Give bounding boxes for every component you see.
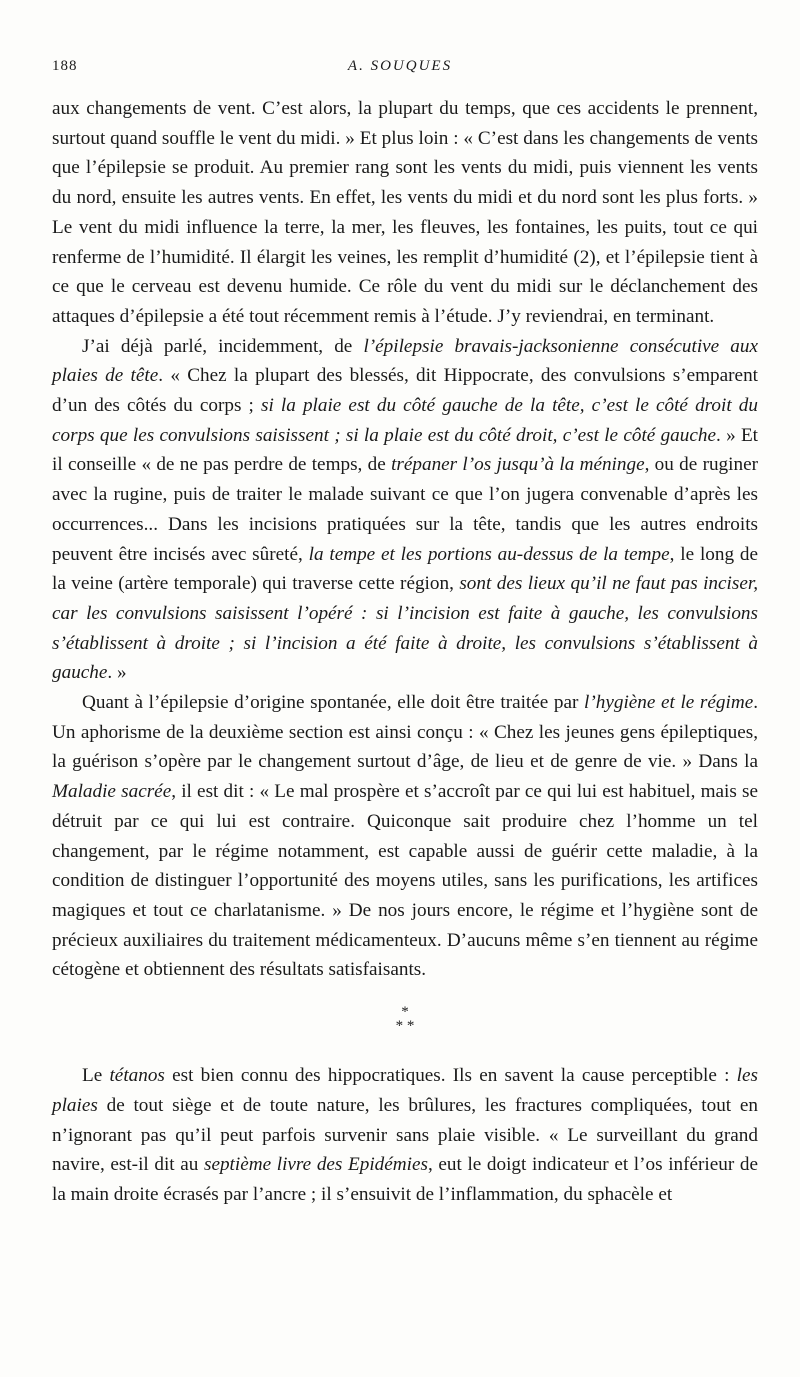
- italic-run: sont des lieux qu’il ne faut pas inciser, car les convulsions saisissent l’opéré : si l’incision est faite à gauche, les convulsions s’établissent à droite ; si l’incision a été faite à droite, les convulsions s’établissent à gauche: [52, 573, 758, 684]
- text-run: Quant à l’épilepsie d’origine spontanée, elle doit être traitée par: [82, 692, 585, 714]
- paragraph-2: [52, 332, 758, 688]
- paragraph-1: aux changements de vent. C’est alors, la plupart du temps, que ces accidents le prennent, surtout quand souffle le vent du midi. » Et plus loin : « C’est dans les changements de vents que l’épilepsie se produit. Au premier rang sont les vents du midi, puis viennent les vents du nord, ensuite les autres vents. En effet, les vents du midi et du nord sont les plus forts. » Le vent du midi influence la terre, la mer, les fleuves, les fontaines, les puits, tout ce qui renferme de l’humidité. Il élargit les veines, les remplit d’humidité (2), et l’épilepsie tient à ce que le cerveau est devenu humide. Ce rôle du vent du midi sur le déclanchement des attaques d’épilepsie a été tout récemment remis à l’étude. J’y reviendrai, en terminant.: [52, 98, 758, 327]
- italic-run: septième livre des Epidémies: [203, 1154, 428, 1176]
- italic-run: la tempe et les portions au-dessus de la tempe: [308, 543, 670, 565]
- text-run: , le long de la veine (artère temporale) qui traverse cette région,: [52, 543, 758, 595]
- text-run: . » Et il conseille « de ne pas perdre de temps, de: [52, 424, 758, 476]
- body-text: [52, 94, 758, 1210]
- text-run: , eut le doigt indicateur et l’os inférieur de la main droite écrasés par l’ancre ; il s’ensuivit de l’inflammation, du sphacèle et: [52, 1154, 758, 1205]
- asterism-bottom: * *: [395, 1018, 415, 1035]
- text-run: de tout siège et de toute nature, les brûlures, les fractures compliquées, tout en n’ignorant pas qu’il peut parfois survenir sans plaie visible. « Le surveillant du grand navire, est-il dit au: [52, 1094, 758, 1176]
- text-run: . Un aphorisme de la deuxième section est ainsi conçu : « Chez les jeunes gens épileptiques, la guérison s’opère par le changement surtout d’âge, de lieu et de genre de vie. » Dans la: [52, 692, 759, 773]
- running-title: A. SOUQUES: [347, 58, 453, 74]
- italic-run: l’épilepsie bravais-jacksonienne consécutive aux plaies de tête: [52, 335, 758, 387]
- section-asterism: [52, 1005, 758, 1035]
- italic-run: tétanos: [109, 1065, 165, 1087]
- italic-run: les plaies: [52, 1065, 758, 1116]
- italic-run: Maladie sacrée: [52, 781, 172, 803]
- italic-run: trépaner l’os jusqu’à la méninge: [391, 454, 645, 476]
- text-run: J’ai déjà parlé, incidemment, de: [82, 335, 364, 357]
- text-run: Le: [82, 1065, 110, 1087]
- text-run: , ou de ruginer avec la rugine, puis de traiter le malade suivant ce que l’on jugera convenable d’après les occurrences... Dans les incisions pratiquées sur la tête, tandis que les autres endroits peuvent être incisés avec sûreté,: [52, 454, 758, 565]
- text-run: , il est dit : « Le mal prospère et s’accroît par ce qui lui est habituel, mais se détruit par ce qui lui est contraire. Quiconque sait produire chez l’homme un tel changement, par le régime notamment, est capable aussi de guérir cette maladie, à la condition de distinguer l’opportunité des moyens utiles, sans les purifications, les artifices magiques et tout ce charlatanisme. » De nos jours encore, le régime et l’hygiène sont de précieux auxiliaires du traitement médicamenteux. D’aucuns même s’en tiennent au régime cétogène et obtiennent des résultats satisfaisants.: [52, 781, 758, 981]
- running-head: [52, 58, 748, 80]
- page-number: 188: [52, 58, 78, 74]
- paragraph-3: [52, 688, 758, 985]
- italic-run: l’hygiène et le régime: [584, 692, 754, 714]
- paragraph-4: [52, 1061, 758, 1210]
- asterism-top: *: [401, 1004, 409, 1021]
- text-run: . »: [107, 662, 127, 684]
- text-run: . « Chez la plupart des blessés, dit Hippocrate, des convulsions s’emparent d’un des côtés du corps ;: [52, 365, 758, 417]
- text-run: est bien connu des hippocratiques. Ils en savent la cause perceptible :: [164, 1065, 737, 1087]
- italic-run: si la plaie est du côté gauche de la tête, c’est le côté droit du corps que les convulsions saisissent ; si la plaie est du côté droit, c’est le côté gauche: [52, 395, 758, 446]
